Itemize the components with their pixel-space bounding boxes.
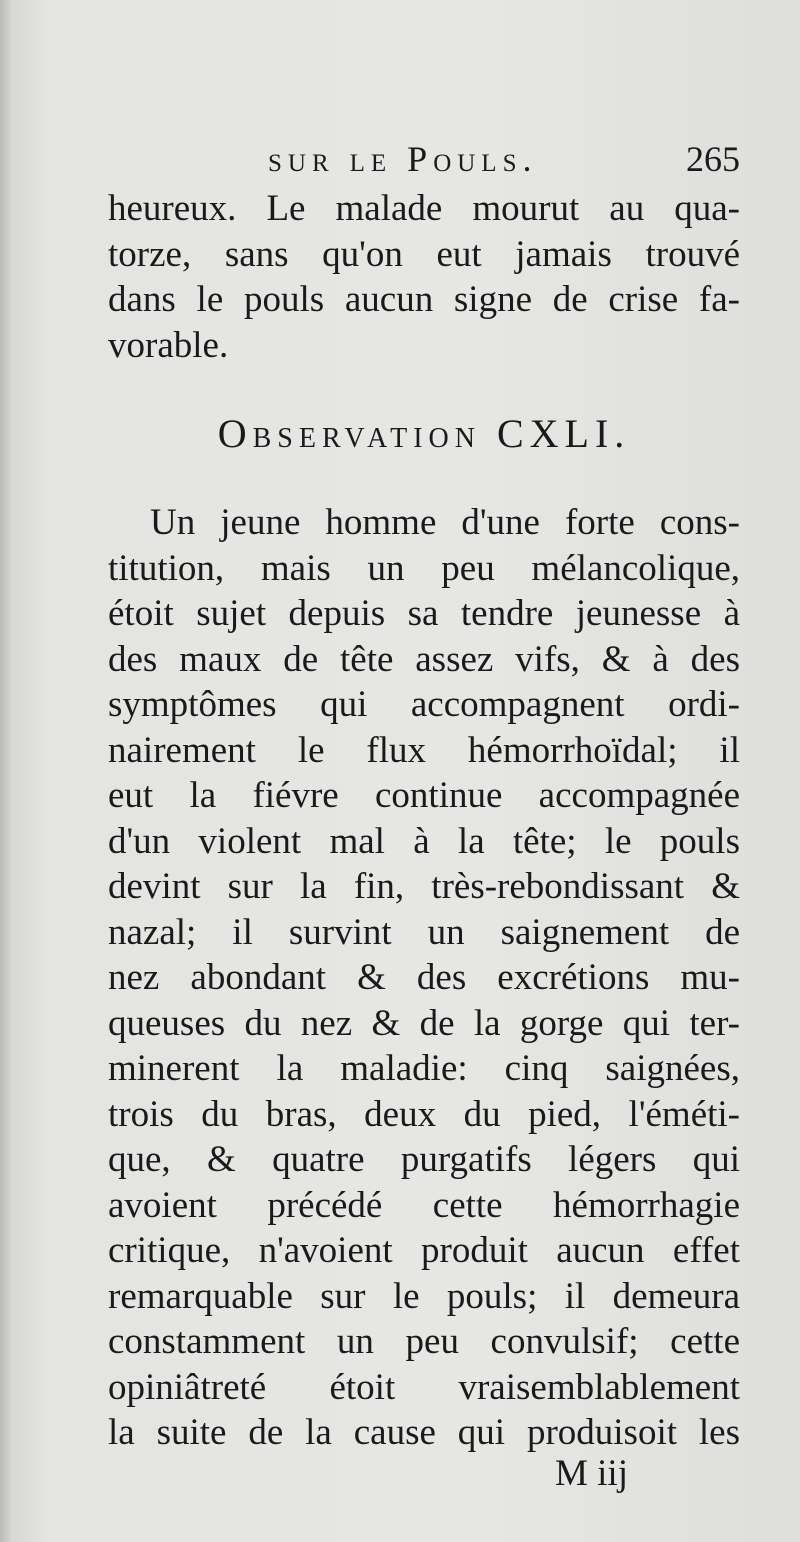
running-title: sur le Pouls. [268,139,538,179]
text-line: nairement le flux hémorrhoïdal; il [108,729,740,771]
text-line: que, & quatre purgatifs légers qui [108,1139,740,1180]
text-line: nazal; il survint un saignement de [108,911,740,953]
text-line: critique, n'avoient produit aucun effet [108,1230,740,1271]
text-line: titution, mais un peu mélancolique, [108,547,740,589]
text-line: queuses du nez & de la gorge qui ter- [108,1002,740,1044]
text-line: remarquable sur le pouls; il demeura [108,1275,740,1317]
page-gutter [0,0,14,1542]
text-line: minerent la maladie: cinq saignées, [108,1048,740,1089]
observation-paragraph [108,500,740,1456]
text-line: Un jeune homme d'une forte cons- [150,502,740,543]
text-line: heureux. Le malade mourut au qua- [108,188,740,229]
text-line: nez abondant & des excrétions mu- [108,957,740,998]
text-line: d'un violent mal à la tête; le pouls [108,820,740,862]
text-line: avoient précédé cette hémorrhagie [108,1184,740,1226]
text-line: devint sur la fin, très-rebondissant & [108,866,740,907]
text-line: étoit sujet depuis sa tendre jeunesse à [108,593,740,634]
page-number: 265 [686,139,740,179]
text-line: torze, sans qu'on eut jamais trouvé [108,233,740,275]
text-line: trois du bras, deux du pied, l'éméti- [108,1093,740,1135]
text-line: opiniâtreté étoit vraisemblablement [108,1366,740,1408]
text-line: dans le pouls aucun signe de crise fa- [108,279,740,320]
page-header [108,138,740,188]
continued-paragraph [108,186,740,368]
text-line: la suite de la cause qui produisoit les [108,1412,740,1453]
text-line: symptômes qui accompagnent ordi- [108,684,740,725]
signature-mark: M iij [555,1453,628,1494]
section-heading: Observation CXLI. [217,411,631,456]
text-line: vorable. [108,324,229,366]
text-line: des maux de tête assez vifs, & à des [108,638,740,680]
text-line: constamment un peu convulsif; cette [108,1321,740,1362]
text-line: eut la fiévre continue accompagnée [108,775,740,816]
